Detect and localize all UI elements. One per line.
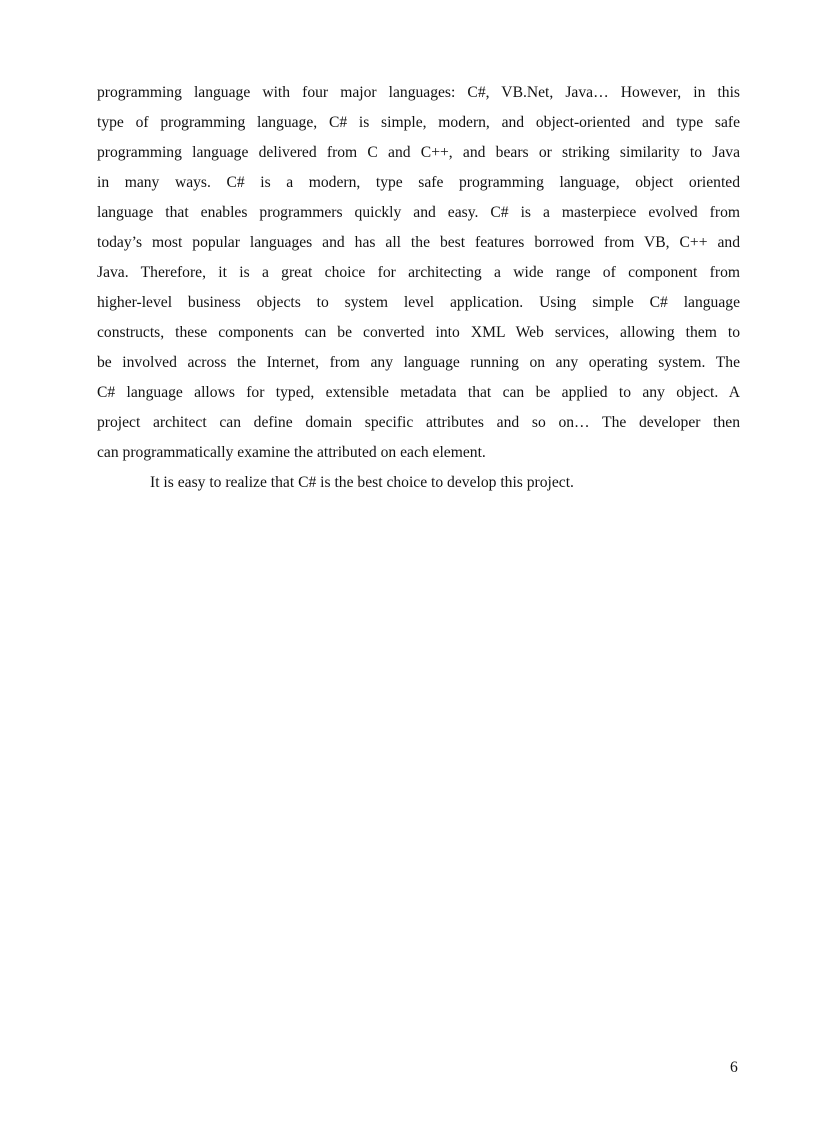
paragraph-line: C# language allows for typed, extensible metadata that can be applied to any object. A [97, 384, 740, 401]
paragraph-line: language that enables programmers quickly and easy. C# is a masterpiece evolved from [97, 204, 740, 221]
paragraph-line: programming language delivered from C and C++, and bears or striking similarity to Java [97, 144, 740, 161]
paragraph-line: programming language with four major languages: C#, VB.Net, Java… However, in this [97, 84, 740, 101]
paragraph-line: Java. Therefore, it is a great choice for architecting a wide range of component from [97, 264, 740, 281]
page-number: 6 [730, 1059, 738, 1076]
paragraph-line-final: can programmatically examine the attributed on each element. [97, 444, 486, 461]
paragraph-line: higher-level business objects to system level application. Using simple C# language [97, 294, 740, 311]
paragraph-line: type of programming language, C# is simple, modern, and object-oriented and type safe [97, 114, 740, 131]
paragraph-line: in many ways. C# is a modern, type safe programming language, object oriented [97, 174, 740, 191]
body-paragraph [97, 78, 740, 468]
paragraph-line: project architect can define domain specific attributes and so on… The developer then [97, 414, 740, 431]
paragraph-line: constructs, these components can be converted into XML Web services, allowing them to [97, 324, 740, 341]
closing-sentence: It is easy to realize that C# is the best choice to develop this project. [150, 474, 574, 491]
paragraph-line: be involved across the Internet, from any language running on any operating system. The [97, 354, 740, 371]
paragraph-line: today’s most popular languages and has all the best features borrowed from VB, C++ and [97, 234, 740, 251]
